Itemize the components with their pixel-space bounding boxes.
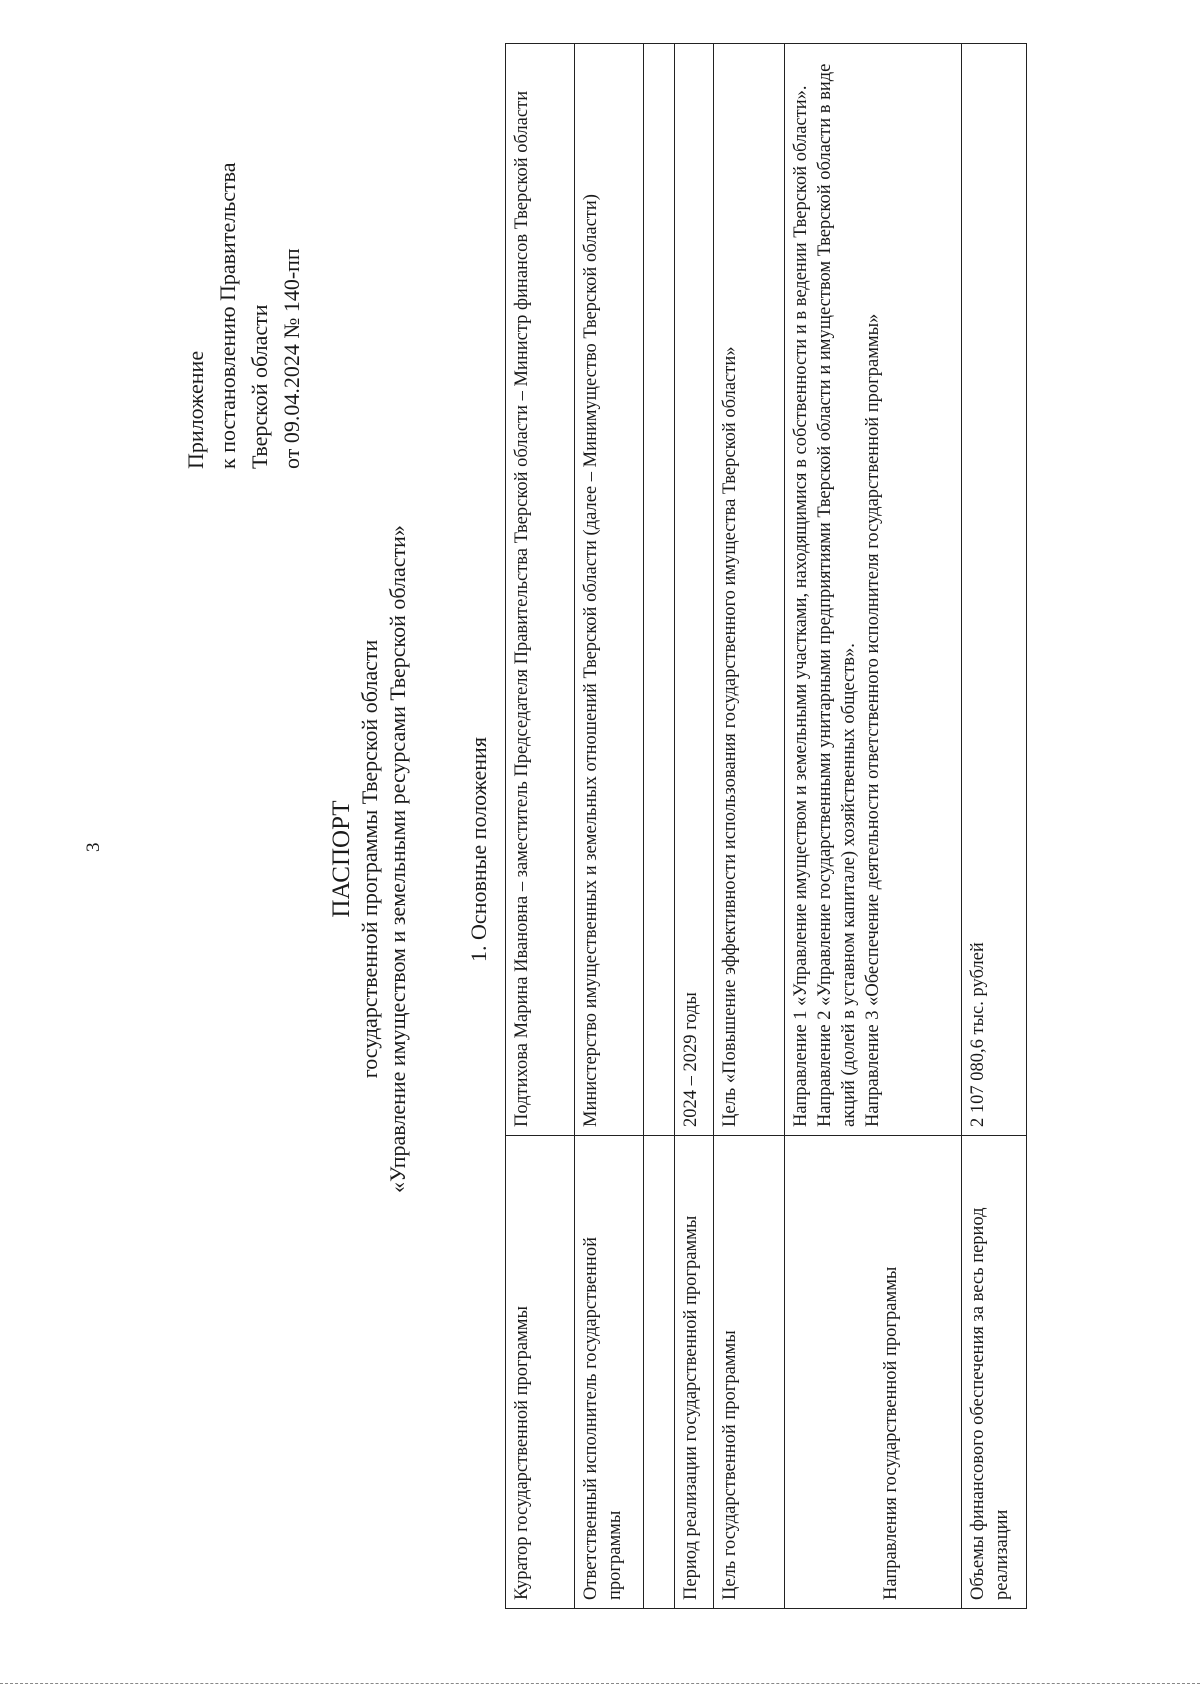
directions-label: Направления государственной программы [785,1136,962,1609]
curator-value: Подтихова Марина Ивановна – заместитель Председателя Правительства Тверской области – Министр финансов Тверской области [506,44,575,1136]
directions-value [785,44,962,1136]
title-line-2: государственной программы Тверской области [357,639,382,1079]
finance-value: 2 107 080,6 тыс. рублей [962,44,1027,1136]
document-title [328,299,412,1419]
scan-edge-line [0,1683,1200,1684]
table-row-finance [962,44,1027,1609]
executor-label: Ответственный исполнитель государственной программы [575,1136,644,1609]
period-value: 2024 – 2029 годы [675,44,714,1136]
empty-cell-left [644,1136,675,1609]
title-line-3: «Управление имуществом и земельными ресурсами Тверской области» [385,525,410,1193]
direction-3: Направление 3 «Обеспечение деятельности ответственного исполнителя государственной программы» [863,313,883,1127]
empty-cell-right [644,44,675,1136]
table-row-executor [575,44,644,1609]
appendix-line-3: Тверской области [247,304,272,469]
title-line-1: ПАСПОРТ [328,800,355,918]
appendix-line-2: к постановлению Правительства [215,162,240,469]
passport-table [505,43,1027,1609]
table-row-directions [785,44,962,1609]
direction-1: Направление 1 «Управление имуществом и земельными участками, находящимися в собственности и в ведении Тверской области». [791,85,811,1127]
period-label: Период реализации государственной программы [675,1136,714,1609]
appendix-line-4: от 09.04.2024 № 140-пп [279,248,304,469]
direction-2: Направление 2 «Управление государственными унитарными предприятиями Тверской области и имуществом Тверской области в виде акций (долей в уставном капитале) хозяйственных обществ». [815,63,859,1127]
goal-value: Цель «Повышение эффективности использования государственного имущества Тверской области» [714,44,785,1136]
table-row-goal [714,44,785,1609]
executor-value: Министерство имущественных и земельных отношений Тверской области (далее – Минимущество Тверской области) [575,44,644,1136]
table-row-empty [644,44,675,1609]
page-number: 3 [83,842,104,852]
appendix-line-1: Приложение [183,350,208,469]
curator-label: Куратор государственной программы [506,1136,575,1609]
section-heading: 1. Основные положения [466,737,491,962]
goal-label: Цель государственной программы [714,1136,785,1609]
table-row-period [675,44,714,1609]
appendix-block [180,163,308,469]
table-row-curator [506,44,575,1609]
finance-label: Объемы финансового обеспечения за весь период реализации [962,1136,1027,1609]
